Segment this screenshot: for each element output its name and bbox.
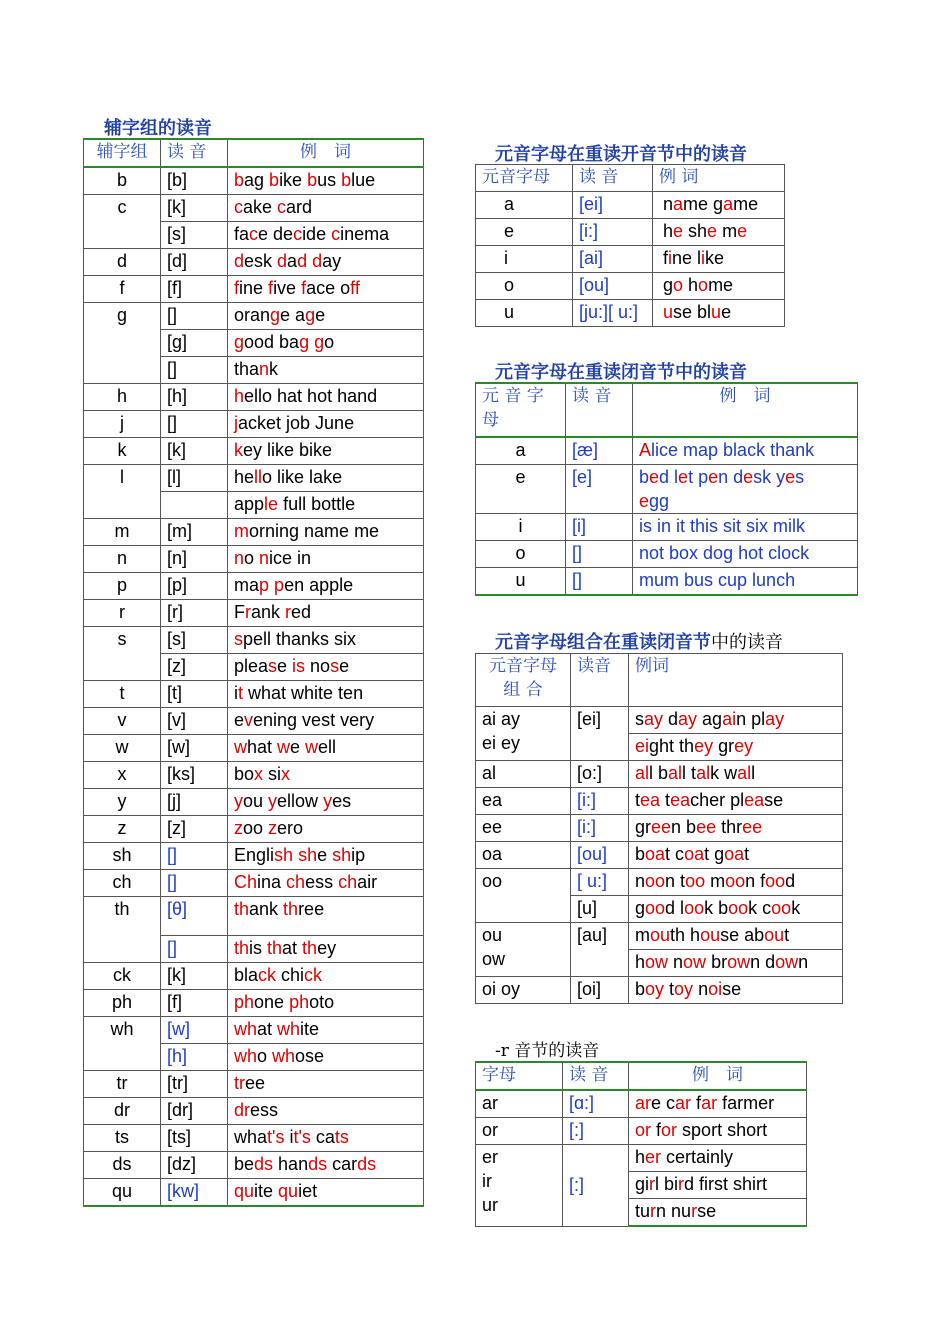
example-cell: what white xyxy=(228,1017,424,1044)
sound-cell: [n] xyxy=(161,546,228,573)
consonant-letter: th xyxy=(84,897,161,963)
table-row xyxy=(84,1017,424,1044)
sound-cell: [i:] xyxy=(571,815,629,842)
table-row xyxy=(476,1145,807,1172)
consonant-letter: h xyxy=(84,384,161,411)
example-cell: tea teacher please xyxy=(629,788,843,815)
header-cell: 例 词 xyxy=(629,1062,807,1090)
open-syllable-table xyxy=(475,164,785,327)
consonant-letter: dr xyxy=(84,1098,161,1125)
example-cell: Alice map black thank xyxy=(633,437,858,465)
sound-cell: [] xyxy=(566,541,633,568)
example-cell: black chick xyxy=(228,963,424,990)
vowel-letter: i xyxy=(476,514,566,541)
sound-cell: [s] xyxy=(161,222,228,249)
sound-cell: [] xyxy=(161,303,228,330)
table-row xyxy=(476,437,858,465)
example-cell: beds hands cards xyxy=(228,1152,424,1179)
consonant-letter: f xyxy=(84,276,161,303)
sound-cell: [ou] xyxy=(571,842,629,869)
consonant-letter: c xyxy=(84,195,161,249)
table-row xyxy=(84,600,424,627)
example-cell: what we well xyxy=(228,735,424,762)
sound-cell: [ju:][ u:] xyxy=(573,300,653,327)
sound-cell: [e] xyxy=(566,465,633,514)
consonant-letter: ck xyxy=(84,963,161,990)
header-row xyxy=(84,139,424,167)
r-letters: ar xyxy=(476,1090,563,1118)
table-row xyxy=(84,1179,424,1207)
header-cell: 读 音 xyxy=(566,383,633,437)
sound-cell: [k] xyxy=(161,195,228,222)
sound-cell: [kw] xyxy=(161,1179,228,1207)
sound-cell: [o:] xyxy=(571,761,629,788)
sound-cell: [z] xyxy=(161,654,228,681)
example-cell: spell thanks six xyxy=(228,627,424,654)
consonant-letter: j xyxy=(84,411,161,438)
consonant-letter: v xyxy=(84,708,161,735)
example-cell: say day again play xyxy=(629,707,843,734)
example-cell: mouth house about xyxy=(629,923,843,950)
header-row xyxy=(476,1062,807,1090)
table-row xyxy=(84,1098,424,1125)
table-row xyxy=(84,167,424,195)
combo-letters: ee xyxy=(476,815,571,842)
table-row xyxy=(84,735,424,762)
sound-cell: [:] xyxy=(563,1118,629,1145)
combo-letters: ea xyxy=(476,788,571,815)
example-cell: no nice in xyxy=(228,546,424,573)
closed-syllable-title: 元音字母在重读闭音节中的读音 xyxy=(495,362,747,383)
consonant-letter: wh xyxy=(84,1017,161,1071)
sound-cell: [j] xyxy=(161,789,228,816)
table-row xyxy=(84,762,424,789)
example-cell: jacket job June xyxy=(228,411,424,438)
table-row xyxy=(84,546,424,573)
table-row xyxy=(476,273,785,300)
example-cell: what's it's cats xyxy=(228,1125,424,1152)
table-row xyxy=(84,627,424,654)
sound-cell: [f] xyxy=(161,990,228,1017)
sound-cell: [s] xyxy=(161,627,228,654)
consonant-letter: ds xyxy=(84,1152,161,1179)
table-row xyxy=(84,843,424,870)
consonant-letter: r xyxy=(84,600,161,627)
sound-cell: [l] xyxy=(161,465,228,492)
header-row xyxy=(476,654,843,707)
sound-cell: [d] xyxy=(161,249,228,276)
open-syllable-title: 元音字母在重读开音节中的读音 xyxy=(495,144,747,165)
table-row xyxy=(476,707,843,734)
table-row xyxy=(84,897,424,936)
table-row xyxy=(84,303,424,330)
table-row xyxy=(476,219,785,246)
example-cell: key like bike xyxy=(228,438,424,465)
sound-cell: [z] xyxy=(161,816,228,843)
sound-cell: [i] xyxy=(566,514,633,541)
combo-title-tail: 中的读音 xyxy=(711,632,783,653)
vowel-letter: e xyxy=(476,219,573,246)
table-row xyxy=(476,977,843,1004)
consonant-letter: qu xyxy=(84,1179,161,1207)
consonant-letter: sh xyxy=(84,843,161,870)
sound-cell: [t] xyxy=(161,681,228,708)
example-cell: green bee three xyxy=(629,815,843,842)
sound-cell: [ai] xyxy=(573,246,653,273)
table-row xyxy=(476,541,858,568)
header-row xyxy=(476,165,785,192)
example-cell: how now brown down xyxy=(629,950,843,977)
table-row xyxy=(476,815,843,842)
table-row xyxy=(84,789,424,816)
r-letters: or xyxy=(476,1118,563,1145)
combo-title-main: 元音字母组合在重读闭音节 xyxy=(495,632,711,653)
example-cell: are car far farmer xyxy=(629,1090,807,1118)
sound-cell: [w] xyxy=(161,1017,228,1044)
sound-cell: [au] xyxy=(571,923,629,977)
example-cell: please is nose xyxy=(228,654,424,681)
example-cell: fine like xyxy=(653,246,785,273)
header-cell: 读 音 xyxy=(573,165,653,192)
combo-title xyxy=(495,628,783,654)
table-row xyxy=(84,816,424,843)
vowel-letter: o xyxy=(476,541,566,568)
example-cell: boy toy noise xyxy=(629,977,843,1004)
example-cell: English she ship xyxy=(228,843,424,870)
table-row xyxy=(84,990,424,1017)
example-cell: China chess chair xyxy=(228,870,424,897)
example-cell: her certainly xyxy=(629,1145,807,1172)
sound-cell: [ u:] xyxy=(571,869,629,896)
example-cell: turn nurse xyxy=(629,1199,807,1227)
vowel-letter: e xyxy=(476,465,566,514)
example-cell: quite quiet xyxy=(228,1179,424,1207)
sound-cell: [r] xyxy=(161,600,228,627)
consonant-letter: w xyxy=(84,735,161,762)
header-cell: 元音字母 xyxy=(476,165,573,192)
table-row xyxy=(476,192,785,219)
sound-cell: [i:] xyxy=(571,788,629,815)
example-cell: noon too moon food xyxy=(629,869,843,896)
table-row xyxy=(84,963,424,990)
table-row xyxy=(84,681,424,708)
r-letters: er ir ur xyxy=(476,1145,563,1227)
sound-cell: [k] xyxy=(161,963,228,990)
vowel-letter: u xyxy=(476,568,566,596)
sound-cell: [] xyxy=(161,843,228,870)
example-cell: use blue xyxy=(653,300,785,327)
example-cell: good look book cook xyxy=(629,896,843,923)
table-row xyxy=(476,869,843,896)
sound-cell: [] xyxy=(161,870,228,897)
consonant-letter: n xyxy=(84,546,161,573)
example-cell: Frank red xyxy=(228,600,424,627)
table-row xyxy=(476,842,843,869)
sound-cell: [] xyxy=(161,411,228,438)
sound-cell: [dr] xyxy=(161,1098,228,1125)
header-cell: 元 音 字 母 xyxy=(476,383,566,437)
sound-cell: [ei] xyxy=(573,192,653,219)
example-cell: phone photo xyxy=(228,990,424,1017)
example-cell: hello hat hot hand xyxy=(228,384,424,411)
header-row xyxy=(476,383,858,437)
example-cell: cake card xyxy=(228,195,424,222)
header-cell: 读音 xyxy=(571,654,629,707)
consonant-letter: b xyxy=(84,167,161,195)
table-row xyxy=(84,438,424,465)
header-cell: 例词 xyxy=(629,654,843,707)
table-row xyxy=(476,465,858,514)
table-row xyxy=(476,1090,807,1118)
example-cell: orange age xyxy=(228,303,424,330)
sound-cell: [v] xyxy=(161,708,228,735)
table-row xyxy=(84,276,424,303)
table-row xyxy=(476,761,843,788)
table-row xyxy=(476,923,843,950)
example-cell: morning name me xyxy=(228,519,424,546)
header-cell: 元音字母 组 合 xyxy=(476,654,571,707)
example-cell: go home xyxy=(653,273,785,300)
table-row xyxy=(84,1152,424,1179)
vowel-letter: u xyxy=(476,300,573,327)
sound-cell: [w] xyxy=(161,735,228,762)
consonant-letter: d xyxy=(84,249,161,276)
combo-table xyxy=(475,653,843,1004)
table-row xyxy=(84,411,424,438)
example-cell: boat coat goat xyxy=(629,842,843,869)
combo-letters: oa xyxy=(476,842,571,869)
table-row xyxy=(84,249,424,276)
example-cell: eight they grey xyxy=(629,734,843,761)
header-cell: 例 词 xyxy=(228,139,424,167)
closed-syllable-table xyxy=(475,382,858,596)
table-row xyxy=(84,465,424,492)
consonant-letter: ph xyxy=(84,990,161,1017)
consonant-letter: tr xyxy=(84,1071,161,1098)
header-cell: 辅字组 xyxy=(84,139,161,167)
consonant-letter: t xyxy=(84,681,161,708)
example-cell: it what white ten xyxy=(228,681,424,708)
vowel-letter: o xyxy=(476,273,573,300)
sound-cell: [m] xyxy=(161,519,228,546)
consonant-letter: ts xyxy=(84,1125,161,1152)
sound-cell: [tr] xyxy=(161,1071,228,1098)
consonant-letter: s xyxy=(84,627,161,681)
sound-cell: [f] xyxy=(161,276,228,303)
table-row xyxy=(476,788,843,815)
sound-cell: [ks] xyxy=(161,762,228,789)
example-cell: girl bird first shirt xyxy=(629,1172,807,1199)
sound-cell xyxy=(161,492,228,519)
consonant-letter: p xyxy=(84,573,161,600)
r-syllable-title: -r 音节的读音 xyxy=(495,1041,600,1061)
example-cell: zoo zero xyxy=(228,816,424,843)
combo-letters: ai ay ei ey xyxy=(476,707,571,761)
table-row xyxy=(476,514,858,541)
header-cell: 例 词 xyxy=(653,165,785,192)
table-row xyxy=(84,195,424,222)
consonant-letter: g xyxy=(84,303,161,384)
example-cell: all ball talk wall xyxy=(629,761,843,788)
table-row xyxy=(84,384,424,411)
sound-cell: [ɑ:] xyxy=(563,1090,629,1118)
sound-cell: [θ] xyxy=(161,897,228,936)
example-cell: he she me xyxy=(653,219,785,246)
example-cell: who whose xyxy=(228,1044,424,1071)
sound-cell: [æ] xyxy=(566,437,633,465)
sound-cell: [ei] xyxy=(571,707,629,761)
sound-cell: [] xyxy=(161,936,228,963)
example-cell: or for sport short xyxy=(629,1118,807,1145)
header-cell: 读 音 xyxy=(563,1062,629,1090)
example-cell: mum bus cup lunch xyxy=(633,568,858,596)
example-cell: you yellow yes xyxy=(228,789,424,816)
consonant-table xyxy=(83,138,424,1207)
example-cell: thank three xyxy=(228,897,424,936)
consonant-letter: l xyxy=(84,465,161,519)
sound-cell: [] xyxy=(566,568,633,596)
sound-cell: [g] xyxy=(161,330,228,357)
sound-cell: [i:] xyxy=(573,219,653,246)
vowel-letter: a xyxy=(476,437,566,465)
sound-cell: [p] xyxy=(161,573,228,600)
table-row xyxy=(476,568,858,596)
example-cell: is in it this sit six milk xyxy=(633,514,858,541)
header-cell: 读 音 xyxy=(161,139,228,167)
example-cell: evening vest very xyxy=(228,708,424,735)
example-cell: thank xyxy=(228,357,424,384)
combo-letters: ou ow xyxy=(476,923,571,977)
header-cell: 例 词 xyxy=(633,383,858,437)
vowel-letter: i xyxy=(476,246,573,273)
table-row xyxy=(476,300,785,327)
table-row xyxy=(84,1071,424,1098)
sound-cell: [b] xyxy=(161,167,228,195)
example-cell: fine five face off xyxy=(228,276,424,303)
consonant-letter: m xyxy=(84,519,161,546)
example-cell: apple full bottle xyxy=(228,492,424,519)
example-cell: good bag go xyxy=(228,330,424,357)
example-cell: bag bike bus blue xyxy=(228,167,424,195)
table-row xyxy=(84,573,424,600)
consonant-letter: y xyxy=(84,789,161,816)
table-row xyxy=(84,519,424,546)
example-cell: hello like lake xyxy=(228,465,424,492)
table-row xyxy=(84,870,424,897)
example-cell: desk dad day xyxy=(228,249,424,276)
combo-letters: oo xyxy=(476,869,571,923)
header-cell: 字母 xyxy=(476,1062,563,1090)
sound-cell: [ts] xyxy=(161,1125,228,1152)
example-cell: this that they xyxy=(228,936,424,963)
table-row xyxy=(84,1125,424,1152)
consonant-letter: x xyxy=(84,762,161,789)
combo-letters: oi oy xyxy=(476,977,571,1004)
example-cell: map pen apple xyxy=(228,573,424,600)
table-row xyxy=(84,708,424,735)
consonant-letter: z xyxy=(84,816,161,843)
consonant-letter: ch xyxy=(84,870,161,897)
sound-cell: [] xyxy=(161,357,228,384)
example-cell: dress xyxy=(228,1098,424,1125)
table-row xyxy=(476,246,785,273)
sound-cell: [u] xyxy=(571,896,629,923)
sound-cell: [oi] xyxy=(571,977,629,1004)
table-row xyxy=(476,1118,807,1145)
sound-cell: [h] xyxy=(161,1044,228,1071)
example-cell: not box dog hot clock xyxy=(633,541,858,568)
example-cell: face decide cinema xyxy=(228,222,424,249)
example-cell: tree xyxy=(228,1071,424,1098)
vowel-letter: a xyxy=(476,192,573,219)
sound-cell: [dz] xyxy=(161,1152,228,1179)
example-cell: name game xyxy=(653,192,785,219)
sound-cell: [:] xyxy=(563,1145,629,1227)
example-cell: bed let pen desk yes egg xyxy=(633,465,858,514)
example-cell: box six xyxy=(228,762,424,789)
sound-cell: [ou] xyxy=(573,273,653,300)
sound-cell: [k] xyxy=(161,438,228,465)
consonant-letter: k xyxy=(84,438,161,465)
combo-letters: al xyxy=(476,761,571,788)
sound-cell: [h] xyxy=(161,384,228,411)
r-syllable-table xyxy=(475,1061,807,1227)
consonant-title: 辅字组的读音 xyxy=(104,118,212,139)
